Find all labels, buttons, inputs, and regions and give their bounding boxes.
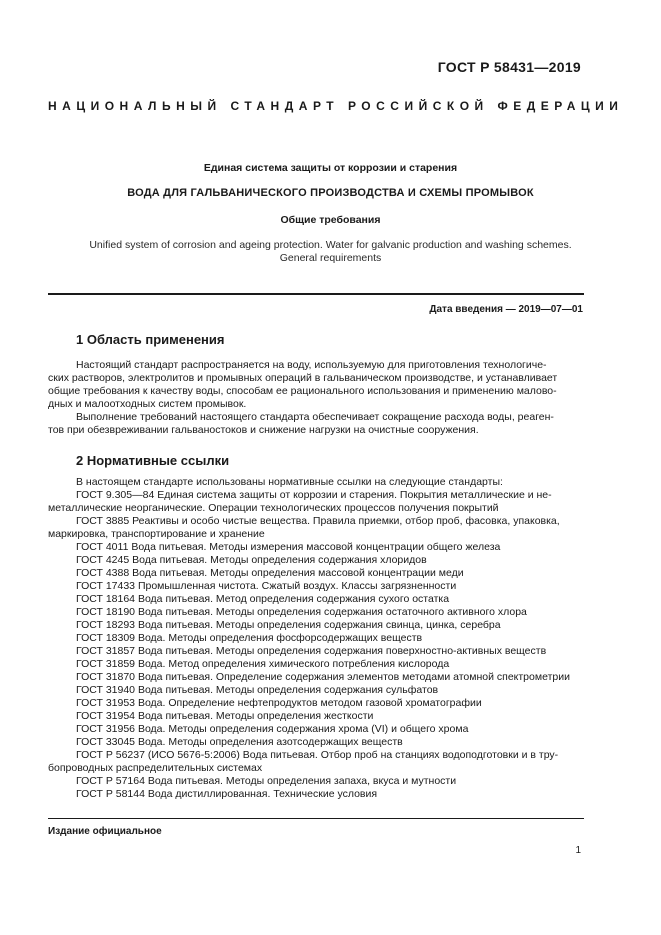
english-title-line: Unified system of corrosion and ageing protection. Water for galvanic production and washing schemes.: [89, 239, 572, 251]
text-line: дных и малоотходных систем промывок.: [48, 398, 247, 410]
section-references-body: [48, 476, 583, 801]
reference-line: ГОСТ 31956 Вода. Методы определения содержания хрома (VI) и общего хрома: [76, 723, 469, 735]
section-heading-scope: 1 Область применения: [76, 332, 225, 347]
section-heading-references: 2 Нормативные ссылки: [76, 453, 230, 468]
reference-line: бопроводных распределительных системах: [48, 762, 263, 774]
reference-line: ГОСТ Р 57164 Вода питьевая. Методы определения запаха, вкуса и мутности: [76, 775, 457, 787]
reference-line: ГОСТ 4011 Вода питьевая. Методы измерения массовой концентрации общего железа: [76, 541, 501, 553]
reference-line: ГОСТ 17433 Промышленная чистота. Сжатый воздух. Классы загрязненности: [76, 580, 457, 592]
reference-line: ГОСТ 18164 Вода питьевая. Метод определения содержания сухого остатка: [76, 593, 450, 605]
title-divider: [48, 293, 584, 295]
page-number: 1: [575, 845, 581, 856]
text-line: В настоящем стандарте использованы нормативные ссылки на следующие стандарты:: [76, 476, 503, 488]
reference-line: ГОСТ 31857 Вода питьевая. Методы определения содержания поверхностно-активных веществ: [76, 645, 547, 657]
text-line: ских растворов, электролитов и промывных операций в гальваническом производстве, и устанавливает: [48, 372, 558, 384]
text-line: Выполнение требований настоящего стандарта обеспечивает сокращение расхода воды, реаген-: [76, 411, 554, 423]
text-line: общие требования к качеству воды, способам ее рационального использования и применению малово-: [48, 385, 557, 397]
reference-line: ГОСТ 4245 Вода питьевая. Методы определения содержания хлоридов: [76, 554, 427, 566]
reference-line: ГОСТ 9.305—84 Единая система защиты от коррозии и старения. Покрытия металлические и не-: [76, 489, 552, 501]
national-standard-heading: НАЦИОНАЛЬНЫЙ СТАНДАРТ РОССИЙСКОЙ ФЕДЕРАЦИИ: [48, 99, 624, 113]
reference-line: ГОСТ 18309 Вода. Методы определения фосфорсодержащих веществ: [76, 632, 423, 644]
reference-line: ГОСТ Р 58144 Вода дистиллированная. Технические условия: [76, 788, 378, 800]
reference-line: ГОСТ 31859 Вода. Метод определения химического потребления кислорода: [76, 658, 450, 670]
reference-line: маркировка, транспортирование и хранение: [48, 528, 265, 540]
reference-line: ГОСТ 31870 Вода питьевая. Определение содержания элементов методами атомной спектрометрии: [76, 671, 570, 683]
reference-line: ГОСТ 33045 Вода. Методы определения азотсодержащих веществ: [76, 736, 403, 748]
footer-divider: [48, 818, 584, 819]
reference-line: металлические неорганические. Операции технологических процессов получения покрытий: [48, 502, 499, 514]
reference-line: ГОСТ 18190 Вода питьевая. Методы определения содержания остаточного активного хлора: [76, 606, 527, 618]
edition-label: Издание официальное: [48, 826, 162, 837]
text-line: Настоящий стандарт распространяется на воду, используемую для приготовления технологиче-: [76, 359, 547, 371]
text-line: тов при обезвреживании гальваностоков и снижение нагрузки на очистные сооружения.: [48, 424, 479, 436]
subtitle: Общие требования: [280, 214, 381, 226]
reference-line: ГОСТ 31953 Вода. Определение нефтепродуктов методом газовой хроматографии: [76, 697, 482, 709]
reference-line: ГОСТ 18293 Вода питьевая. Методы определения содержания свинца, цинка, серебра: [76, 619, 501, 631]
reference-line: ГОСТ 31954 Вода питьевая. Методы определения жесткости: [76, 710, 374, 722]
main-title: ВОДА ДЛЯ ГАЛЬВАНИЧЕСКОГО ПРОИЗВОДСТВА И СХЕМЫ ПРОМЫВОК: [127, 187, 534, 199]
english-title: [48, 239, 613, 265]
english-title-line: General requirements: [279, 252, 382, 264]
system-title: Единая система защиты от коррозии и старения: [203, 162, 458, 174]
reference-line: ГОСТ 3885 Реактивы и особо чистые вещества. Правила приемки, отбор проб, фасовка, упаковка,: [76, 515, 560, 527]
introduction-date: Дата введения — 2019—07—01: [429, 304, 583, 315]
document-number: ГОСТ Р 58431—2019: [437, 59, 581, 75]
section-scope-body: [48, 359, 583, 437]
reference-line: ГОСТ 31940 Вода питьевая. Методы определения содержания сульфатов: [76, 684, 439, 696]
reference-line: ГОСТ Р 56237 (ИСО 5676-5:2006) Вода питьевая. Отбор проб на станциях водоподготовки и в тру-: [76, 749, 559, 761]
reference-line: ГОСТ 4388 Вода питьевая. Методы определения массовой концентрации меди: [76, 567, 464, 579]
